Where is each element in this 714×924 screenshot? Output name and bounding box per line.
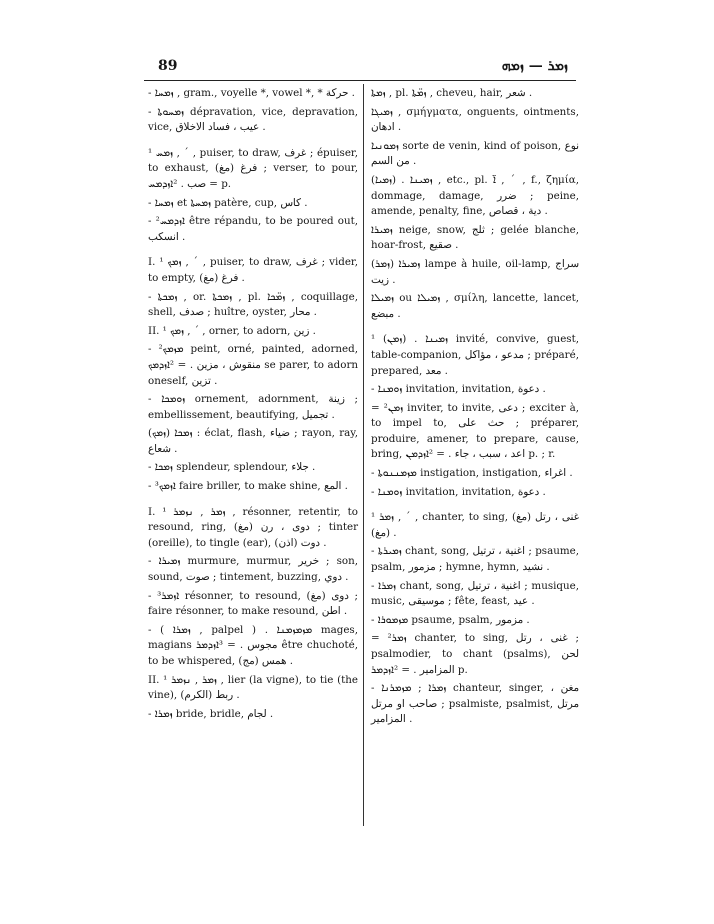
dictionary-entry: - ܙܡܪܐ chant, song, اغنية ، ترتيل ; musique, music, موسيقى ; fête, feast, عيد . <box>371 579 579 608</box>
dictionary-entry: ܙܡܬܐ , pl. ܙܡ̈ܬܐ , cheveu, hair, شعر . <box>371 87 533 99</box>
dictionary-entry: - ܡܙܡܘܪܐ psaume, psalm, مزمور . <box>371 613 530 626</box>
dictionary-entry: I. ¹ ܙܡܟ , ˊ , puiser, to draw, غرف ; vider, to empty, (مغ) فرغ . <box>148 256 358 284</box>
dictionary-entry: - ܙܡܝܪܬܐ chant, song, اغنية ، ترتيل ; psaume, psalm, مزمور ; hymne, hymn, نشيد . <box>371 545 579 574</box>
dictionary-entry: ܙܡܝܠܐ ou ܙܡܝܠܐ , σμίλη, lancette, lancet, مبضع . <box>371 292 579 320</box>
right-column <box>371 86 579 731</box>
dictionary-entry: ¹ (ܙܡܢ) . ܙܡܝܢܐ invité, convive, guest, table-companion, مدعو ، مؤاكل ; préparé, prepared, معد . <box>371 333 580 377</box>
dictionary-entry: I. ¹ ܙܡܪ , ܢܙܡܪ , résonner, retentir, to resound, ring, (مغ) دوى ، رن ; tinter (oreille), to tingle (ear), (اذن) دوت . <box>148 505 359 549</box>
dictionary-entry: - ܡܙܡܢܢܘܬܐ instigation, instigation, اغراء . <box>371 467 573 480</box>
dictionary-entry: ¹ ܙܡܪ , ˊ , chanter, to sing, (مغ) غنى ، رتل (مغ) . <box>371 511 579 539</box>
dictionary-entry: - ܙܘܡܟܐ ornement, adornment, زينة ; embellissement, beautifying, تجميل . <box>148 393 358 421</box>
dictionary-entry: - ܙܡܟܬܐ , or. ܙܡܟܬܐ , pl. ܙܡ̈ܟܐ , coquillage, shell, صدف ; huître, oyster, محار . <box>148 290 358 319</box>
dictionary-entry: - ( ܙܡܪܐ , palpel ) . ܡܙܡܙܡܢܐ mages, magians مجوس . = ³ܐܙܕܡܪ être chuchoté, to be whispered, (مج) همس . <box>148 623 358 667</box>
page-number: 89 <box>158 58 178 74</box>
column-divider <box>363 84 364 826</box>
dictionary-entry: - ܙܡܪܐ ; ܡܙܡܪܢܐ chanteur, singer, مغن ، صاحب او مرتل ; psalmiste, psalmist, مرتل المزامير . <box>371 682 579 726</box>
dictionary-entry: - ³ܐܙܡܟ faire briller, to make shine, المع . <box>148 480 348 493</box>
dictionary-entry: - ³ܐܙܡܪ résonner, to resound, (مغ) دوى ; faire résonner, to make resound, اطن . <box>148 589 358 618</box>
dictionary-entry: - ܙܡܝܪܐ murmure, murmur, خرير ; son, sound, صوت ; tintement, buzzing, دوي . <box>148 555 358 584</box>
dictionary-entry: ܙܡܘܢܝܐ sorte de venin, kind of poison, نوع من السم . <box>371 139 579 168</box>
header-rule <box>144 80 576 81</box>
dictionary-entry: (ܙܡܪ) ܙܡܝܪܐ lampe à huile, oil-lamp, سراج زيت . <box>371 257 579 286</box>
dictionary-entry: (ܙܡܟ) ܙܡܟܐ : éclat, flash, ضياء ; rayon, ray, شعاع . <box>148 427 358 455</box>
dictionary-entry: - ܙܡܚܘܬܐ dépravation, vice, depravation, vice, عيب ، فساد الاخلاق . <box>148 105 358 134</box>
dictionary-entry: (ܙܡܝܐ) . ܙܡܝܢܐ , etc., pl. ܐ̈ , ˊ , f., ζημία, dommage, damage, ضرر ; peine, amende, penalty, fine, دية ، قصاص . <box>371 173 579 218</box>
dictionary-entry: - ²ܡܙܡܟ peint, orné, painted, adorned, منقوش ، مزين . = ²ܐܙܕܡܟ se parer, to adorn oneself, تزين . <box>148 343 358 387</box>
dictionary-entry: ܙܡܝܪܐ neige, snow, ثلج ; gelée blanche, hoar-frost, صقيع . <box>371 223 580 252</box>
dictionary-entry: - ܙܡܚܐ , gram., voyelle *, vowel *, * حركة . <box>148 87 355 99</box>
dictionary-entry: = ²ܙܡܢ inviter, to invite, دعى ; exciter à, to impel to, حث على ; préparer, produire, amener, to prepare, cause, bring, اعد ، سبب ، جاء . = ²ܐܙܕܡܢ p. ; r. <box>371 401 579 461</box>
dictionary-entry: - ܙܘܡܢܐ invitation, invitation, دعوة . <box>371 383 546 396</box>
dictionary-entry: ¹ ܙܡܚ , ˊ , puiser, to draw, غرف ; épuiser, to exhaust, (مغ) فرغ ; verser, to pour, صب . ²ܐܙܕܡܚ = p. <box>148 146 358 190</box>
dictionary-entry: ܙܡܝܓܐ , σμήγματα, onguents, ointments, ادهان . <box>371 105 579 134</box>
dictionary-entry: - ܙܘܡܢܐ invitation, invitation, دعوة . <box>371 485 546 498</box>
dictionary-entry: = ²ܙܡܪ chanter, to sing, غنى ، رتل ; psalmodier, to chant (psalms), لحن المزامير . = ²ܐܙܕܡܪ p. <box>371 632 580 676</box>
running-head: ܙܡܪ — ܙܡܗ <box>501 58 568 74</box>
dictionary-entry: - ܙܡܪܐ bride, bridle, لجام . <box>148 707 274 720</box>
dictionary-entry: - ²ܐܙܕܡܚ être répandu, to be poured out, انسكب . <box>148 215 358 243</box>
dictionary-entry: II. ¹ ܙܡܪ , ܢܙܡܪ , lier (la vigne), to tie (the vine), (الكرم) ربط . <box>148 673 358 702</box>
dictionary-entry: - ܙܡܟܐ splendeur, splendour, جلاء . <box>148 461 316 474</box>
dictionary-entry: II. ¹ ܙܡܟ , ˊ , orner, to adorn, زين . <box>148 324 316 337</box>
page-header <box>144 56 576 80</box>
left-column <box>148 86 358 725</box>
dictionary-entry: - ܙܡܚܐ et ܙܡܚܬܐ patère, cup, كاس . <box>148 196 308 209</box>
